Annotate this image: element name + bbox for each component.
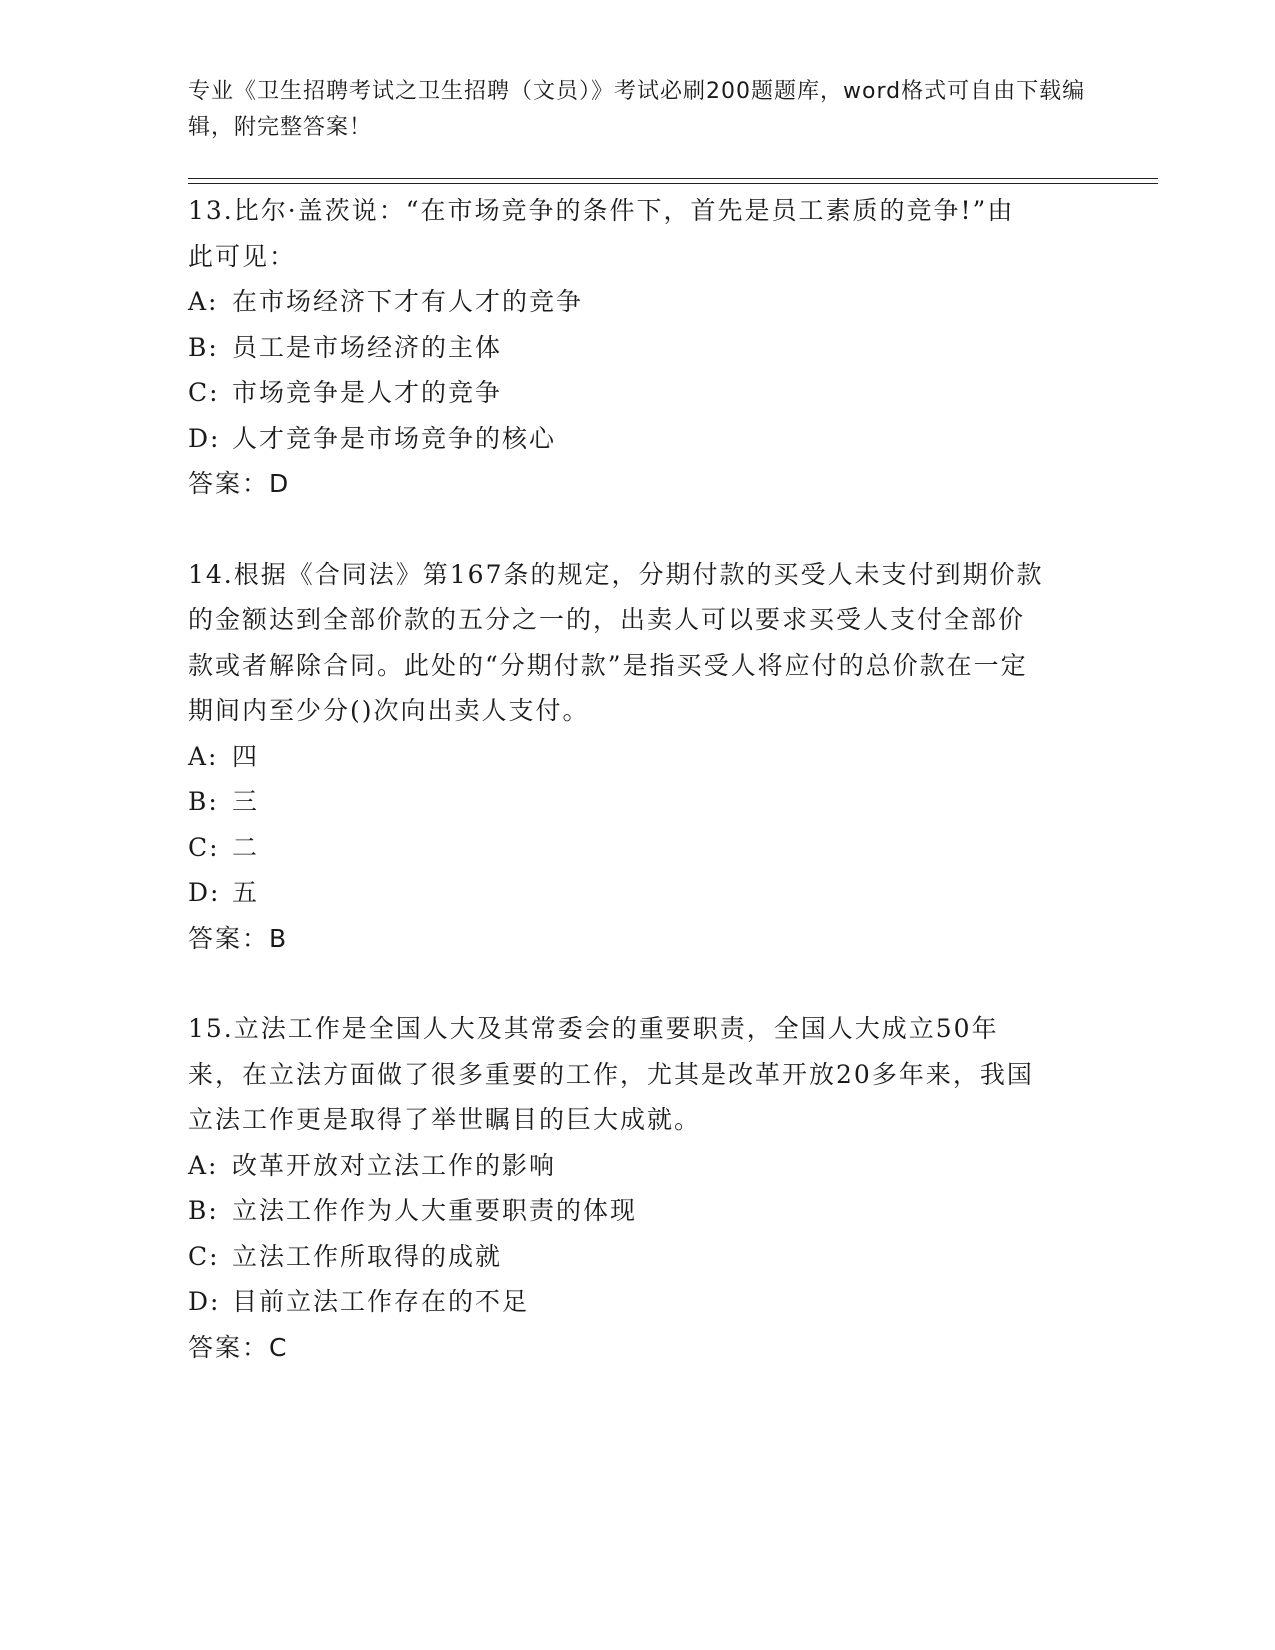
- option-b: [188, 325, 1088, 371]
- option-d: [188, 416, 1088, 462]
- option-letter: D:: [188, 1287, 221, 1316]
- option-a: [188, 279, 1088, 325]
- option-letter: B:: [188, 787, 219, 816]
- question-text: 13.比尔·盖茨说：“在市场竞争的条件下，首先是员工素质的竞争!”由此可见：: [188, 196, 1015, 271]
- option-d: [188, 870, 1088, 916]
- question-list: [188, 188, 1088, 1370]
- option-text: 员工是市场经济的主体: [232, 332, 503, 362]
- question-text: 15.立法工作是全国人大及其常委会的重要职责，全国人大成立50年来，在立法方面做了很多重要的工作，尤其是改革开放20多年来，我国立法工作更是取得了举世瞩目的巨大成就。: [188, 1014, 1034, 1134]
- option-text: 在市场经济下才有人才的竞争: [232, 287, 584, 316]
- option-text: 三: [232, 787, 260, 816]
- option-text: 立法工作作为人大重要职责的体现: [232, 1196, 638, 1225]
- option-letter: A:: [188, 741, 219, 771]
- option-letter: A:: [188, 1150, 219, 1180]
- option-c: [188, 1234, 1088, 1280]
- option-letter: D:: [188, 878, 221, 907]
- option-text: 立法工作所取得的成就: [232, 1241, 503, 1271]
- option-b: [188, 779, 1088, 825]
- question-text: 14.根据《合同法》第167条的规定，分期付款的买受人未支付到期价款的金额达到全部价款的五分之一的，出卖人可以要求买受人支付全部价款或者解除合同。此处的“分期付款”是指买受人将应付的总价款在一定期间内至少分()次向出卖人支付。: [188, 559, 1044, 725]
- spacer: [188, 507, 1088, 552]
- option-a: [188, 734, 1088, 780]
- option-letter: D:: [188, 423, 221, 453]
- header-divider-bottom: [188, 183, 1158, 184]
- option-text: 改革开放对立法工作的影响: [232, 1150, 557, 1180]
- option-c: [188, 825, 1088, 871]
- question-15: [188, 1006, 1088, 1370]
- option-c: [188, 370, 1088, 416]
- option-letter: B:: [188, 332, 219, 362]
- option-text: 五: [232, 878, 260, 907]
- option-text: 人才竞争是市场竞争的核心: [232, 423, 557, 453]
- question-14: [188, 552, 1088, 962]
- option-b: [188, 1188, 1088, 1234]
- option-d: [188, 1279, 1088, 1325]
- option-letter: C:: [188, 1241, 220, 1271]
- option-letter: A:: [188, 287, 219, 316]
- option-letter: B:: [188, 1196, 219, 1225]
- option-letter: C:: [188, 832, 220, 862]
- option-text: 二: [232, 832, 260, 862]
- answer: 答案：B: [188, 923, 289, 953]
- spacer: [188, 961, 1088, 1006]
- header-divider-top: [188, 178, 1158, 179]
- answer: 答案：C: [188, 1332, 289, 1362]
- option-text: 四: [232, 741, 260, 771]
- option-letter: C:: [188, 378, 220, 407]
- option-text: 目前立法工作存在的不足: [232, 1287, 530, 1316]
- document-header: 专业《卫生招聘考试之卫生招聘（文员）》考试必刷200题题库，word格式可自由下载编辑，附完整答案！: [188, 79, 1086, 140]
- answer: 答案：D: [188, 469, 291, 498]
- option-text: 市场竞争是人才的竞争: [232, 378, 503, 407]
- question-13: [188, 188, 1088, 507]
- option-a: [188, 1143, 1088, 1189]
